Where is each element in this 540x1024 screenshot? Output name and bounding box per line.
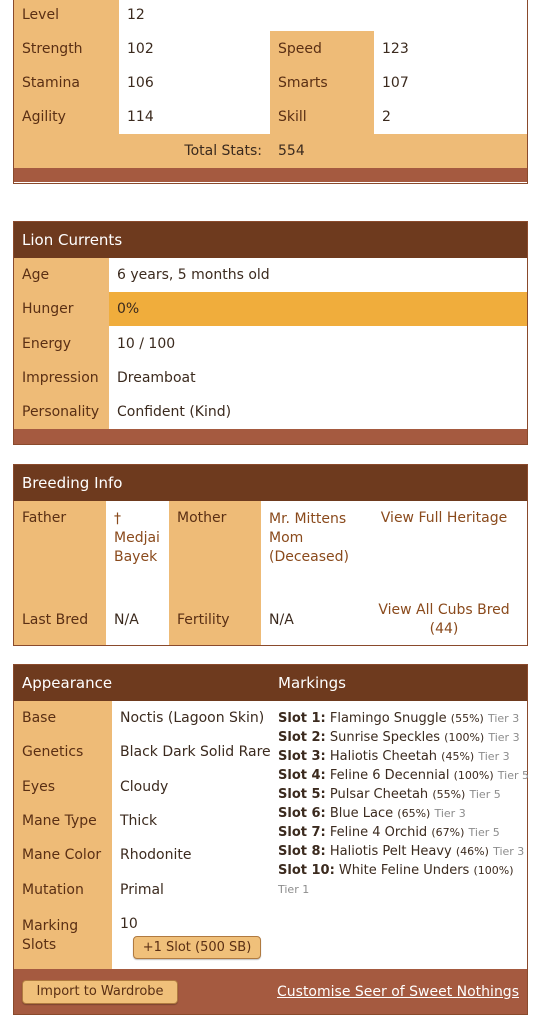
impression-label: Impression bbox=[14, 361, 109, 395]
import-to-wardrobe-button[interactable]: Import to Wardrobe bbox=[22, 980, 178, 1004]
slot-label: Slot 2: bbox=[278, 730, 326, 745]
marking-percent: (55%) bbox=[432, 788, 466, 801]
marking-slots-label: Marking Slots bbox=[14, 907, 112, 969]
marking-slot-6 bbox=[278, 804, 527, 823]
father-cell bbox=[106, 501, 169, 594]
slot-label: Slot 5: bbox=[278, 787, 326, 802]
appearance-row-genetics bbox=[14, 735, 270, 769]
appearance-row-mane-type bbox=[14, 804, 270, 838]
breeding-row-fertility bbox=[14, 594, 527, 645]
appearance-row-marking-slots bbox=[14, 907, 270, 969]
fertility-label: Fertility bbox=[169, 594, 261, 645]
marking-tier: Tier 3 bbox=[488, 731, 520, 744]
stats-row-total bbox=[14, 134, 527, 168]
lion-currents-header: Lion Currents bbox=[14, 222, 527, 258]
marking-tier: Tier 5 bbox=[497, 769, 530, 782]
speed-value: 123 bbox=[382, 40, 409, 57]
marking-slot-10 bbox=[278, 861, 527, 880]
breeding-info-panel bbox=[13, 464, 528, 646]
heritage-cell bbox=[361, 501, 527, 594]
currents-row-hunger bbox=[14, 292, 527, 326]
breeding-info-header: Breeding Info bbox=[14, 465, 527, 501]
marking-slot-4 bbox=[278, 766, 530, 785]
stats-row-strength bbox=[14, 31, 527, 66]
hunger-value: 0% bbox=[109, 292, 527, 326]
slot-label: Slot 6: bbox=[278, 806, 326, 821]
mother-name-link[interactable]: Mr. Mittens Mom (Deceased) bbox=[269, 511, 350, 565]
appearance-row-base bbox=[14, 701, 270, 735]
marking-slot-10-tier bbox=[278, 880, 527, 899]
currents-row-age bbox=[14, 258, 527, 292]
base-label: Base bbox=[14, 701, 112, 735]
marking-percent: (100%) bbox=[444, 731, 485, 744]
marking-name: Flamingo Snuggle bbox=[329, 711, 447, 726]
skill-value: 2 bbox=[382, 109, 391, 125]
appearance-footer bbox=[14, 969, 527, 1014]
energy-value: 10 / 100 bbox=[117, 335, 176, 352]
stats-footer bbox=[14, 168, 527, 182]
deceased-cross-icon: † bbox=[114, 511, 121, 527]
stamina-value: 106 bbox=[127, 75, 154, 91]
appearance-body bbox=[14, 701, 530, 969]
mother-label: Mother bbox=[169, 501, 261, 594]
genetics-label: Genetics bbox=[14, 735, 112, 769]
personality-value: Confident (Kind) bbox=[117, 404, 232, 420]
marking-slot-3 bbox=[278, 747, 527, 766]
cubs-cell bbox=[361, 594, 527, 645]
strength-value: 102 bbox=[127, 40, 154, 57]
speed-label: Speed bbox=[270, 31, 374, 66]
appearance-header-row bbox=[14, 665, 527, 701]
customise-link[interactable]: Customise Seer of Sweet Nothings bbox=[277, 983, 519, 1000]
currents-footer bbox=[14, 429, 527, 444]
marking-tier: Tier 3 bbox=[487, 712, 520, 725]
view-all-cubs-link[interactable]: View All Cubs Bred (44) bbox=[378, 601, 510, 637]
last-bred-label: Last Bred bbox=[14, 594, 106, 645]
slot-label: Slot 8: bbox=[278, 844, 326, 859]
marking-slot-8 bbox=[278, 842, 527, 861]
total-stats-label: Total Stats: bbox=[184, 143, 262, 159]
slot-label: Slot 3: bbox=[278, 749, 326, 764]
marking-percent: (100%) bbox=[473, 864, 514, 877]
currents-row-impression bbox=[14, 361, 527, 395]
level-value: 12 bbox=[127, 6, 145, 23]
stats-row-stamina bbox=[14, 66, 527, 100]
appearance-header: Appearance bbox=[22, 674, 113, 692]
skill-label: Skill bbox=[270, 100, 374, 134]
total-stats-value: 554 bbox=[278, 143, 305, 159]
slot-label: Slot 4: bbox=[278, 768, 326, 783]
mane-type-label: Mane Type bbox=[14, 804, 112, 838]
marking-name: Haliotis Pelt Heavy bbox=[329, 844, 452, 859]
marking-percent: (55%) bbox=[450, 712, 484, 725]
mane-color-label: Mane Color bbox=[14, 838, 112, 872]
appearance-row-eyes bbox=[14, 769, 270, 804]
eyes-label: Eyes bbox=[14, 769, 112, 804]
marking-percent: (45%) bbox=[441, 750, 475, 763]
stats-row-level bbox=[14, 0, 527, 31]
last-bred-value: N/A bbox=[114, 611, 139, 628]
hunger-label: Hunger bbox=[14, 292, 109, 326]
marking-name: Feline 4 Orchid bbox=[329, 825, 428, 840]
eyes-value: Cloudy bbox=[120, 778, 169, 795]
marking-slots-cell bbox=[112, 907, 270, 969]
personality-label: Personality bbox=[14, 395, 109, 429]
agility-label: Agility bbox=[14, 100, 119, 134]
marking-percent: (67%) bbox=[431, 826, 465, 839]
energy-label: Energy bbox=[14, 326, 109, 361]
mother-cell bbox=[261, 501, 361, 594]
smarts-value: 107 bbox=[382, 75, 409, 91]
smarts-label: Smarts bbox=[270, 66, 374, 100]
marking-slot-7 bbox=[278, 823, 527, 842]
father-name-link[interactable]: Medjai Bayek bbox=[114, 530, 160, 565]
age-value: 6 years, 5 months old bbox=[117, 267, 270, 283]
add-slot-button[interactable]: +1 Slot (500 SB) bbox=[133, 936, 261, 959]
marking-name: Haliotis Cheetah bbox=[329, 749, 438, 764]
appearance-panel bbox=[13, 664, 528, 1015]
marking-name: Pulsar Cheetah bbox=[329, 787, 429, 802]
father-label: Father bbox=[14, 501, 106, 594]
currents-row-energy bbox=[14, 326, 527, 361]
stats-row-agility bbox=[14, 100, 527, 134]
slot-label: Slot 7: bbox=[278, 825, 326, 840]
agility-value: 114 bbox=[127, 109, 154, 125]
currents-row-personality bbox=[14, 395, 527, 429]
lion-currents-panel bbox=[13, 221, 528, 445]
marking-name: Feline 6 Decennial bbox=[329, 768, 450, 783]
marking-slot-2 bbox=[278, 728, 527, 747]
breeding-row-parents bbox=[14, 501, 527, 594]
marking-slot-1 bbox=[278, 709, 527, 728]
marking-slot-5 bbox=[278, 785, 527, 804]
marking-percent: (46%) bbox=[455, 845, 489, 858]
impression-value: Dreamboat bbox=[117, 370, 196, 386]
mane-type-value: Thick bbox=[120, 813, 158, 829]
slot-label: Slot 10: bbox=[278, 863, 335, 878]
marking-percent: (100%) bbox=[453, 769, 494, 782]
strength-label: Strength bbox=[14, 31, 119, 66]
slot-label: Slot 1: bbox=[278, 711, 326, 726]
markings-header: Markings bbox=[278, 674, 346, 692]
marking-name: Sunrise Speckles bbox=[329, 730, 441, 745]
marking-tier: Tier 3 bbox=[434, 807, 466, 820]
base-value: Noctis (Lagoon Skin) bbox=[120, 710, 265, 726]
stats-panel bbox=[13, 0, 528, 184]
markings-list bbox=[270, 701, 530, 969]
marking-slots-value: 10 bbox=[120, 916, 138, 932]
mane-color-value: Rhodonite bbox=[120, 847, 192, 863]
marking-name: Blue Lace bbox=[329, 806, 394, 821]
appearance-row-mane-color bbox=[14, 838, 270, 872]
marking-tier: Tier 5 bbox=[469, 788, 501, 801]
fertility-value: N/A bbox=[269, 611, 294, 628]
marking-name: White Feline Unders bbox=[338, 863, 470, 878]
appearance-row-mutation bbox=[14, 872, 270, 907]
appearance-table bbox=[14, 701, 270, 969]
marking-tier: Tier 3 bbox=[478, 750, 510, 763]
age-label: Age bbox=[14, 258, 109, 292]
marking-tier: Tier 1 bbox=[278, 883, 310, 896]
view-full-heritage-link[interactable]: View Full Heritage bbox=[380, 510, 508, 526]
marking-percent: (65%) bbox=[397, 807, 431, 820]
marking-tier: Tier 3 bbox=[493, 845, 525, 858]
mutation-label: Mutation bbox=[14, 872, 112, 907]
level-label: Level bbox=[14, 0, 119, 31]
genetics-value: Black Dark Solid Rare bbox=[120, 744, 271, 760]
marking-tier: Tier 5 bbox=[468, 826, 500, 839]
mutation-value: Primal bbox=[120, 881, 164, 898]
stamina-label: Stamina bbox=[14, 66, 119, 100]
